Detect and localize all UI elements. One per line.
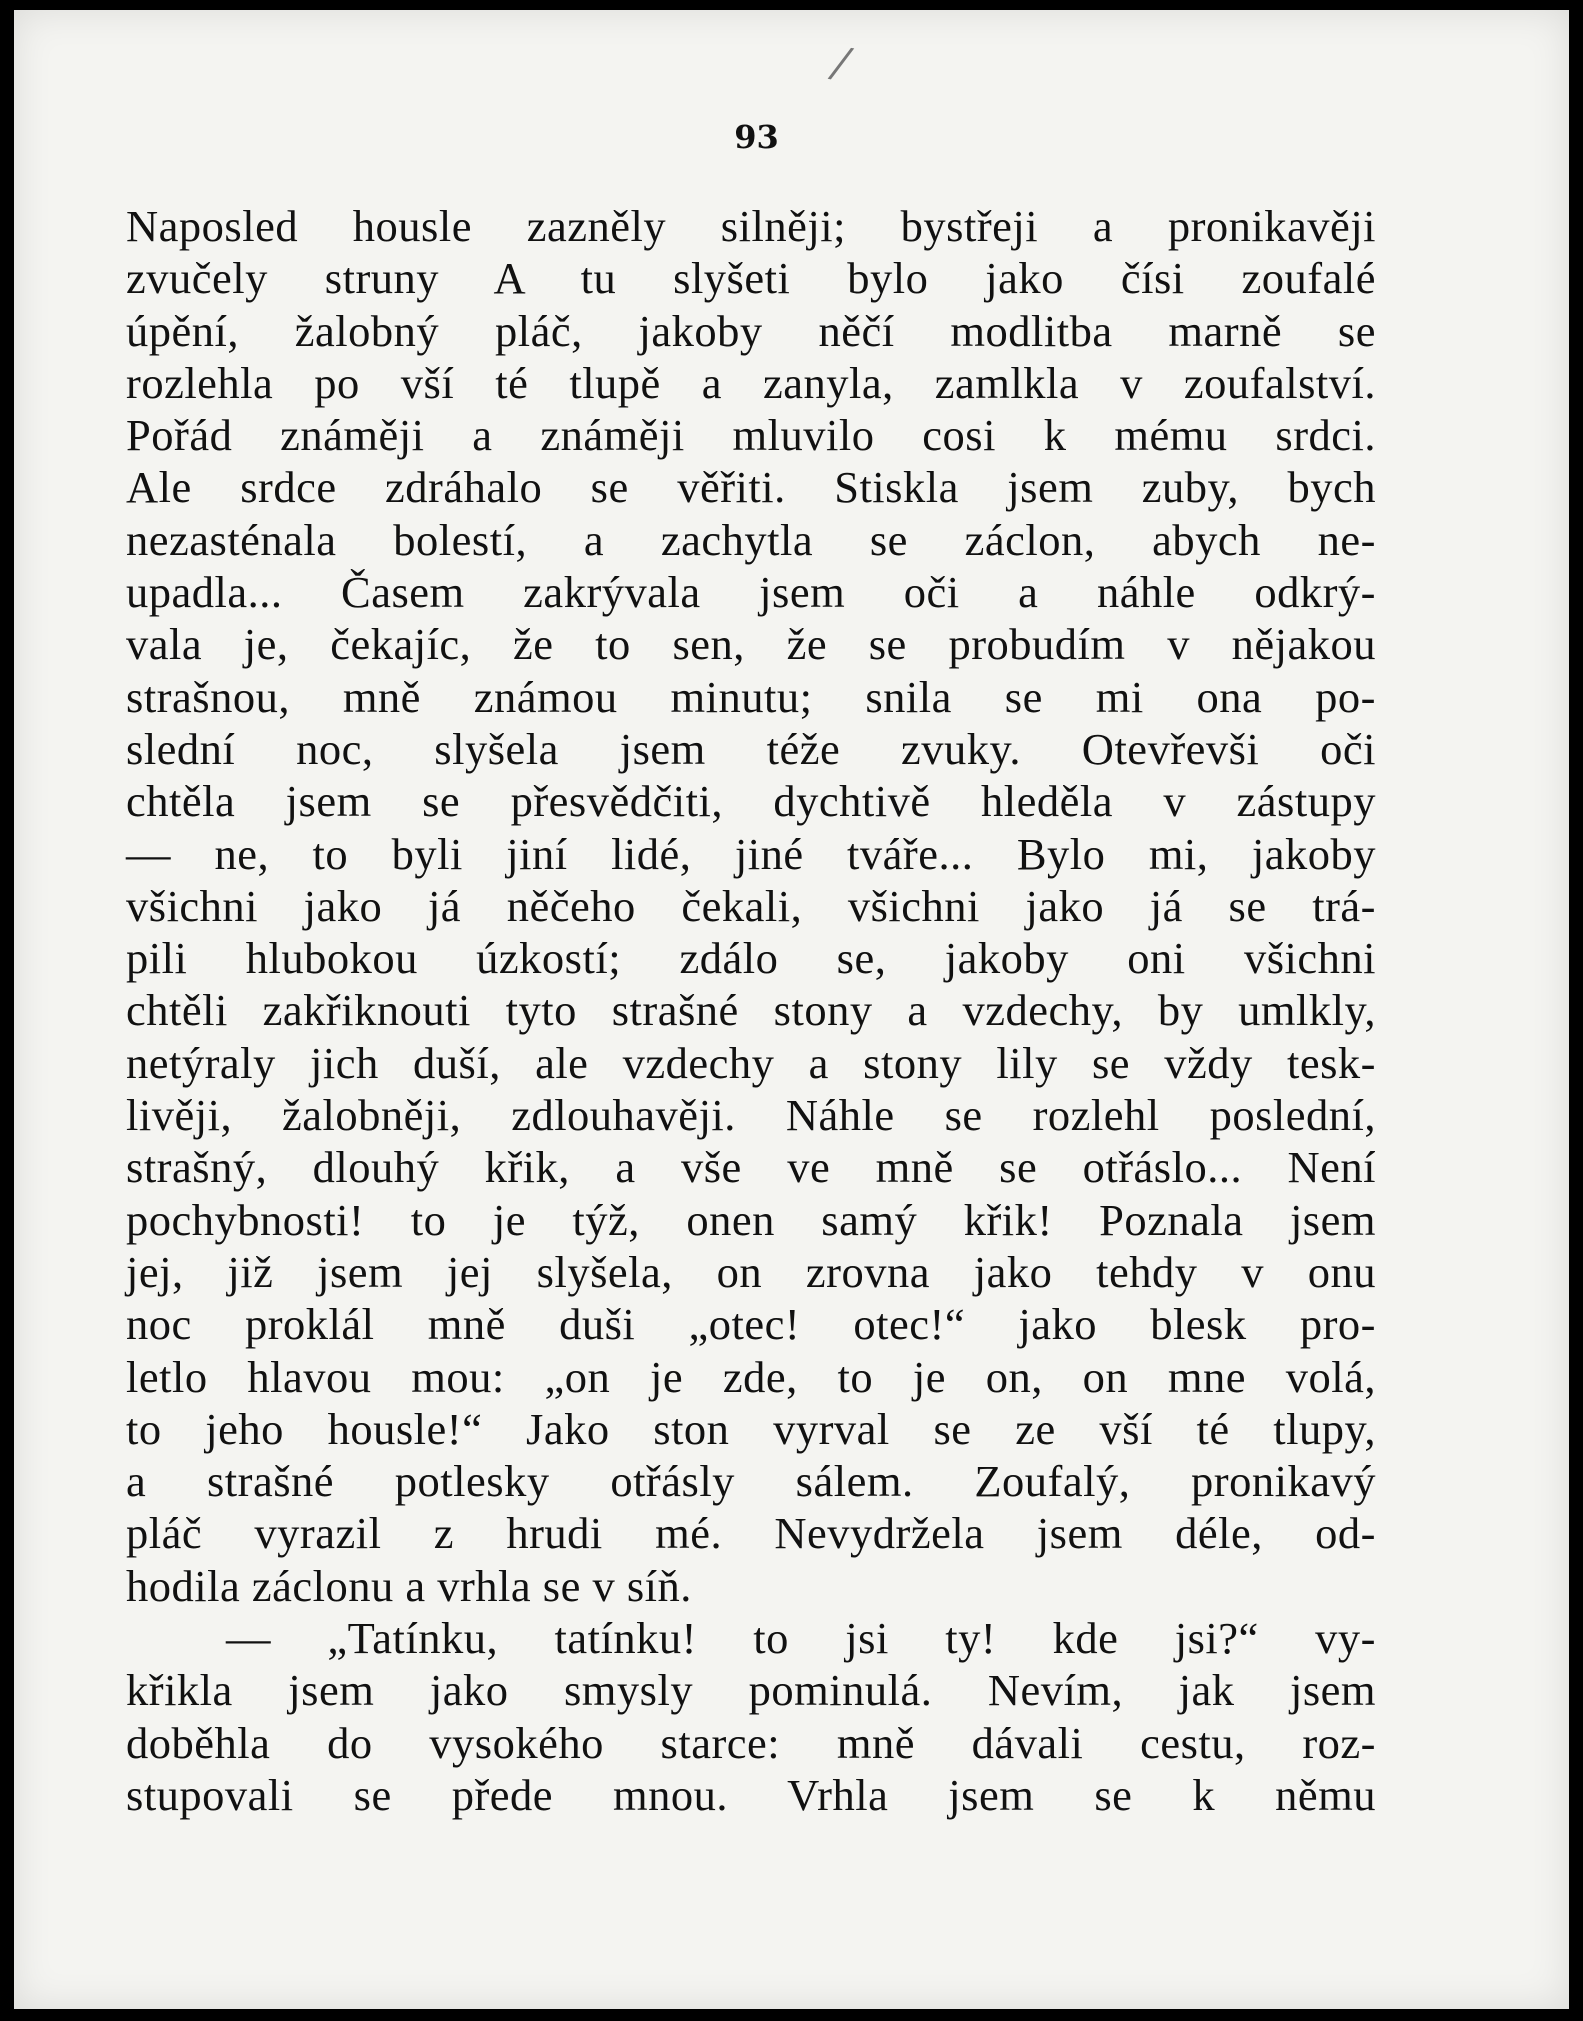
text-line: Ale srdce zdráhalo se věřiti. Stiskla jsem zuby, bych [126, 462, 1376, 513]
text-line: nezasténala bolestí, a zachytla se záclon, abych ne- [126, 514, 1376, 565]
text-line: stupovali se přede mnou. Vrhla jsem se k němu [126, 1769, 1376, 1820]
text-line: doběhla do vysokého starce: mně dávali cestu, roz- [126, 1717, 1376, 1768]
text-line: vala je, čekajíc, že to sen, že se probudím v nějakou [126, 619, 1376, 670]
text-line: zvučely struny A tu slyšeti bylo jako čísi zoufalé [126, 253, 1376, 304]
text-line: — ne, to byli jiní lidé, jiné tváře... Bylo mi, jakoby [126, 828, 1376, 879]
book-page [14, 10, 1569, 2009]
text-line: jej, již jsem jej slyšela, on zrovna jako tehdy v onu [126, 1246, 1376, 1297]
text-line: — „Tatínku, tatínku! to jsi ty! kde jsi?“ vy- [226, 1613, 1376, 1664]
text-line: křikla jsem jako smysly pominulá. Nevím, jak jsem [126, 1665, 1376, 1716]
text-line: netýraly jich duší, ale vzdechy a stony lily se vždy tesk- [126, 1037, 1376, 1088]
text-line: a strašné potlesky otřásly sálem. Zoufalý, pronikavý [126, 1456, 1376, 1507]
text-line: strašnou, mně známou minutu; snila se mi ona po- [126, 671, 1376, 722]
text-line: chtěli zakřiknouti tyto strašné stony a vzdechy, by umlkly, [126, 985, 1376, 1036]
text-line: všichni jako já něčeho čekali, všichni jako já se trá- [126, 880, 1376, 931]
text-line: pláč vyrazil z hrudi mé. Nevydržela jsem déle, od- [126, 1508, 1376, 1559]
text-line: slední noc, slyšela jsem téže zvuky. Otevřevši oči [126, 723, 1376, 774]
text-line: to jeho housle!“ Jako ston vyrval se ze vší té tlupy, [126, 1403, 1376, 1454]
text-line: Pořád známěji a známěji mluvilo cosi k mému srdci. [126, 410, 1376, 461]
text-line: letlo hlavou mou: „on je zde, to je on, on mne volá, [126, 1351, 1376, 1402]
text-line: chtěla jsem se přesvědčiti, dychtivě hleděla v zástupy [126, 776, 1376, 827]
text-line: strašný, dlouhý křik, a vše ve mně se otřáslo... Není [126, 1142, 1376, 1193]
text-line: noc proklál mně duši „otec! otec!“ jako blesk pro- [126, 1299, 1376, 1350]
text-line: úpění, žalobný pláč, jakoby něčí modlitba marně se [126, 305, 1376, 356]
text-line: pochybnosti! to je týž, onen samý křik! Poznala jsem [126, 1194, 1376, 1245]
text-line: pili hlubokou úzkostí; zdálo se, jakoby oni všichni [126, 933, 1376, 984]
text-line: Naposled housle zazněly silněji; bystřeji a pronikavěji [126, 201, 1376, 251]
text-line: hodila záclonu a vrhla se v síň. [126, 1560, 692, 1611]
text-line: livěji, žalobněji, zdlouhavěji. Náhle se rozlehl poslední, [126, 1090, 1376, 1141]
text-line: rozlehla po vší té tlupě a zanyla, zamlkla v zoufalství. [126, 357, 1376, 408]
body-text [126, 200, 1376, 1821]
pencil-mark: / [829, 37, 853, 88]
page-number: 93 [734, 118, 779, 156]
text-line: upadla... Časem zakrývala jsem oči a náhle odkrý- [126, 567, 1376, 618]
